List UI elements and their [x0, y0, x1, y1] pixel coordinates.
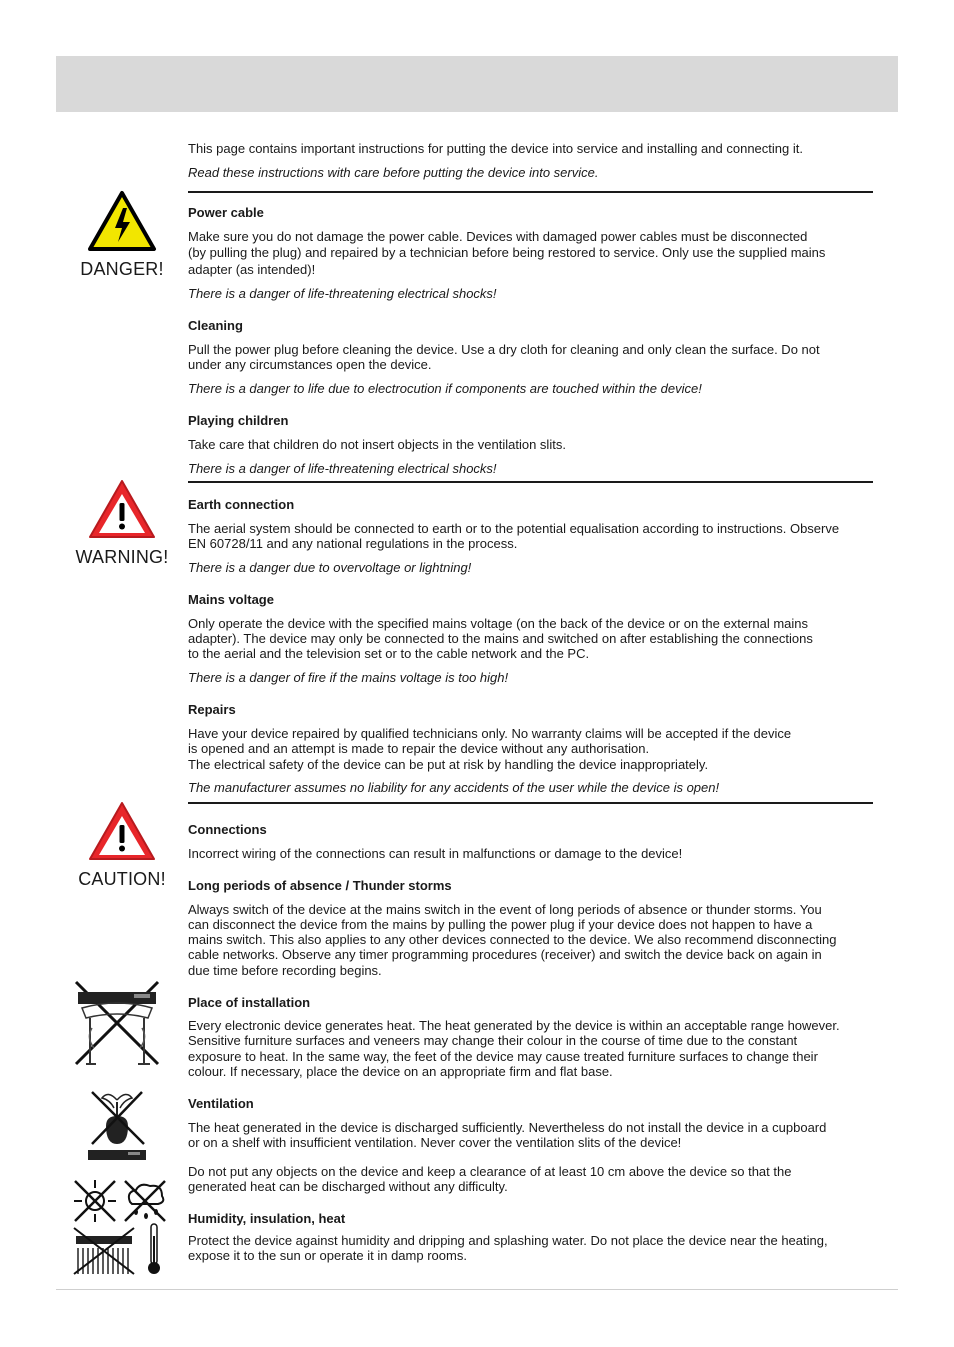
heading-playing-children: Playing children	[188, 413, 289, 428]
heading-connections: Connections	[188, 822, 267, 837]
playing-children-text: Take care that children do not insert objects in the ventilation slits.	[188, 437, 566, 452]
ventilation-text: or on a shelf with insufficient ventilation. Never cover the ventilation slits of the device!	[188, 1135, 682, 1150]
absence-text: due time before recording begins.	[188, 963, 382, 978]
playing-children-note: There is a danger of life-threatening electrical shocks!	[188, 461, 497, 476]
exclamation-warning-icon	[87, 478, 157, 540]
danger-block	[74, 190, 170, 280]
warning-label: WARNING!	[75, 547, 169, 567]
earth-connection-note: There is a danger due to overvoltage or lightning!	[188, 560, 472, 575]
connections-text: Incorrect wiring of the connections can result in malfunctions or damage to the device!	[188, 846, 683, 861]
lightning-warning-icon	[87, 190, 157, 252]
power-cable-text: (by pulling the plug) and repaired by a technician before being restored to service. Only use the supplied mains	[188, 245, 826, 260]
mains-voltage-text: Only operate the device with the specified mains voltage (on the back of the device or on the external mains	[188, 616, 809, 631]
footer-line	[56, 1289, 898, 1290]
heading-cleaning: Cleaning	[188, 318, 243, 333]
earth-connection-text: EN 60728/11 and any national regulations in the process.	[188, 536, 518, 551]
heading-ventilation: Ventilation	[188, 1096, 254, 1111]
section-divider	[188, 802, 873, 804]
absence-text: cable networks. Observe any timer programming procedures (receiver) and switch the device back on again in	[188, 947, 822, 962]
power-cable-note: There is a danger of life-threatening electrical shocks!	[188, 286, 497, 301]
cleaning-text: Pull the power plug before cleaning the device. Use a dry cloth for cleaning and only clean the surface. Do not	[188, 342, 820, 357]
caution-block	[70, 800, 174, 890]
heading-place-of-installation: Place of installation	[188, 995, 311, 1010]
mains-voltage-text: adapter). The device may only be connected to the mains and switched on after establishing the connections	[188, 631, 813, 646]
no-heater-icon	[72, 1226, 136, 1276]
repairs-text: The electrical safety of the device can be put at risk by handling the device inappropriately.	[188, 757, 709, 772]
no-sun-icon	[72, 1178, 118, 1224]
installation-text: Every electronic device generates heat. The heat generated by the device is within an acceptable range however.	[188, 1018, 840, 1033]
power-cable-text: adapter (as intended)!	[188, 262, 316, 277]
installation-text: colour. If necessary, place the device on an appropriate firm and flat base.	[188, 1064, 613, 1079]
header-bar	[56, 56, 898, 112]
cleaning-note: There is a danger to life due to electrocution if components are touched within the device!	[188, 381, 702, 396]
heading-power-cable: Power cable	[188, 205, 264, 220]
warning-block	[70, 478, 174, 568]
intro-text: This page contains important instructions for putting the device into service and installing and connecting it.	[188, 141, 803, 156]
no-plant-on-device-icon	[84, 1088, 150, 1168]
heading-absence-storms: Long periods of absence / Thunder storms	[188, 878, 452, 893]
ventilation-text: The heat generated in the device is discharged sufficiently. Nevertheless do not install the device in a cupboard	[188, 1120, 827, 1135]
mains-voltage-note: There is a danger of fire if the mains voltage is too high!	[188, 670, 509, 685]
repairs-text: Have your device repaired by qualified technicians only. No warranty claims will be accepted if the device	[188, 726, 792, 741]
ventilation-text: generated heat can be discharged without any difficulty.	[188, 1179, 508, 1194]
installation-text: exposure to heat. In the same way, the feet of the device may cause treated furniture surfaces to change their	[188, 1049, 818, 1064]
intro-note: Read these instructions with care before putting the device into service.	[188, 165, 599, 180]
cleaning-text: under any circumstances open the device.	[188, 357, 432, 372]
heading-humidity: Humidity, insulation, heat	[188, 1211, 346, 1226]
heading-earth-connection: Earth connection	[188, 497, 295, 512]
absence-text: Always switch of the device at the mains switch in the event of long periods of absence or thunder storms. You	[188, 902, 822, 917]
section-divider	[188, 191, 873, 193]
danger-label: DANGER!	[80, 259, 164, 279]
earth-connection-text: The aerial system should be connected to earth or to the potential equalisation according to instructions. Observe	[188, 521, 840, 536]
absence-text: can disconnect the device from the mains by pulling the power plug if your device does not happen to have a	[188, 917, 813, 932]
no-rain-icon	[122, 1178, 168, 1224]
installation-text: Sensitive furniture surfaces and veneers may change their colour in the course of time due to the constant	[188, 1033, 798, 1048]
humidity-text: expose it to the sun or operate it in damp rooms.	[188, 1248, 467, 1263]
heading-mains-voltage: Mains voltage	[188, 592, 274, 607]
ventilation-text: Do not put any objects on the device and keep a clearance of at least 10 cm above the device so that the	[188, 1164, 792, 1179]
mains-voltage-text: to the aerial and the television set or to the cable network and the PC.	[188, 646, 590, 661]
device-on-table-icon	[72, 978, 162, 1070]
thermometer-icon	[144, 1222, 164, 1276]
power-cable-text: Make sure you do not damage the power cable. Devices with damaged power cables must be disconnected	[188, 229, 808, 244]
heading-repairs: Repairs	[188, 702, 236, 717]
caution-label: CAUTION!	[78, 869, 166, 889]
absence-text: mains switch. This also applies to any other devices connected to the device. We also recommend disconnecting	[188, 932, 837, 947]
repairs-text: is opened and an attempt is made to repair the device without any authorisation.	[188, 741, 650, 756]
section-divider	[188, 481, 873, 483]
exclamation-caution-icon	[87, 800, 157, 862]
repairs-note: The manufacturer assumes no liability for any accidents of the user while the device is open!	[188, 780, 720, 795]
humidity-text: Protect the device against humidity and dripping and splashing water. Do not place the device near the heating,	[188, 1233, 828, 1248]
